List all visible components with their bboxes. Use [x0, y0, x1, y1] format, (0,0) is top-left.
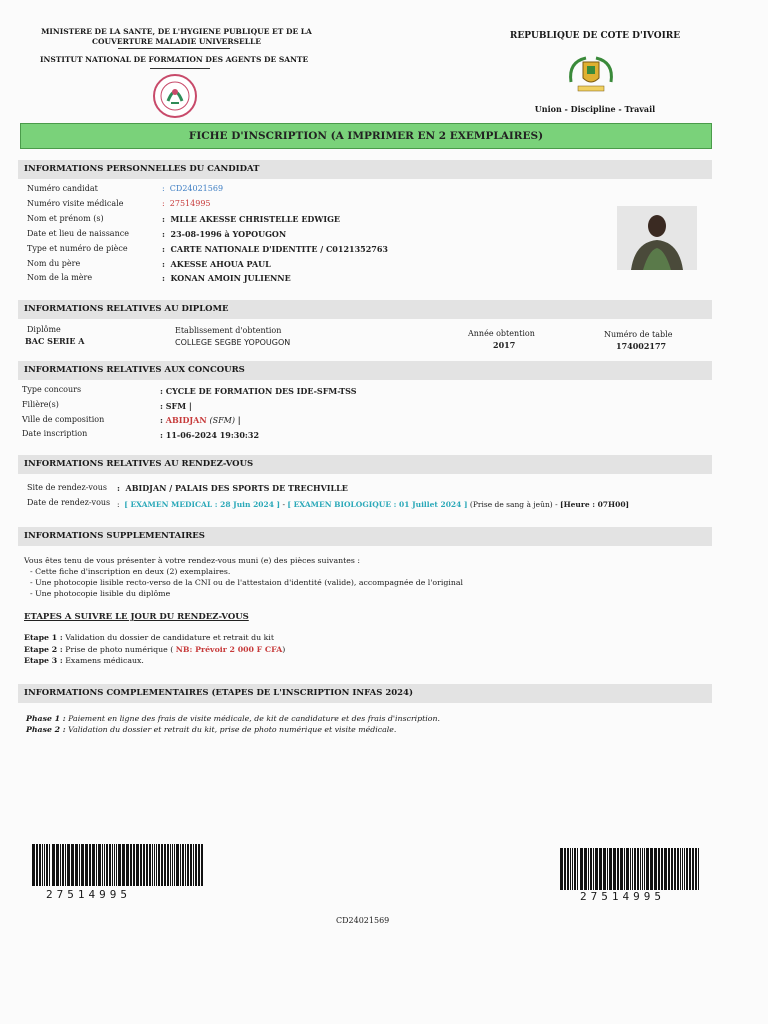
barcode-bar [642, 848, 643, 890]
barcode-bar [640, 848, 641, 890]
school-label: Etablissement d'obtention [175, 326, 282, 335]
barcode-bar [637, 848, 639, 890]
barcode-bar [674, 848, 676, 890]
phase-1: Phase 1 : Paiement en ligne des frais de visite médicale, de kit de candidature et des frais d'inscription. [26, 714, 440, 723]
registration-date-label: Date inscription [22, 429, 88, 438]
barcode-bar [607, 848, 608, 890]
contest-type-value: : CYCLE DE FORMATION DES IDE-SFM-TSS [160, 386, 357, 396]
mother-name-label: Nom de la mère [27, 273, 93, 282]
barcode-bar [603, 848, 606, 890]
barcode-bar [609, 848, 612, 890]
barcode-bar [116, 844, 117, 886]
requirement-item: - Une photocopie lisible du diplôme [30, 589, 171, 598]
barcode-bar [620, 848, 623, 890]
barcode-bar [684, 848, 685, 890]
appointment-info-header: INFORMATIONS RELATIVES AU RENDEZ-VOUS [18, 455, 712, 474]
barcode-bar [42, 844, 43, 886]
candidate-code-footer: CD24021569 [336, 916, 390, 925]
barcode-bar [44, 844, 45, 886]
barcode-bar [176, 844, 179, 886]
barcode-bar [572, 848, 573, 890]
barcode-bar [136, 844, 139, 886]
republic-title: REPUBLIQUE DE COTE D'IVOIRE [509, 31, 681, 41]
barcode-bar [695, 848, 697, 890]
id-piece-value: : CARTE NATIONALE D'IDENTITE / C0121352763 [162, 244, 388, 254]
barcode-bar [668, 848, 670, 890]
barcode-bar [140, 844, 142, 886]
coat-of-arms-emblem [566, 52, 616, 94]
barcode-bar [617, 848, 619, 890]
barcode-bar [158, 844, 160, 886]
branch-label: Filière(s) [22, 400, 59, 409]
supplementary-info-header: INFORMATIONS SUPPLEMENTAIRES [18, 527, 712, 546]
registration-date-value: : 11-06-2024 19:30:32 [160, 430, 260, 440]
barcode-bar [161, 844, 163, 886]
barcode-bar [126, 844, 129, 886]
barcode-bar [164, 844, 166, 886]
barcode-bar [632, 848, 633, 890]
barcode-bar [170, 844, 171, 886]
barcode-bar [201, 844, 203, 886]
barcode-bar [686, 848, 688, 890]
barcode-bar [599, 848, 602, 890]
appointment-date-label: Date de rendez-vous [27, 498, 111, 507]
barcode-bar [671, 848, 673, 890]
barcode-bar [661, 848, 663, 890]
barcode-bar [104, 844, 105, 886]
barcode-right-number: 27514995 [580, 890, 665, 903]
barcode-bar [96, 844, 97, 886]
step-1: Etape 1 : Validation du dossier de candidature et retrait du kit [24, 633, 274, 642]
ministry-title: MINISTERE DE LA SANTE, DE L'HYGIENE PUBLIQUE ET DE LA COUVERTURE MALADIE UNIVERSELLE [41, 27, 312, 46]
year-label: Année obtention [468, 329, 535, 338]
barcode-left [32, 844, 204, 886]
barcode-bar [664, 848, 667, 890]
barcode-bar [689, 848, 691, 890]
diploma-label: Diplôme [27, 325, 61, 334]
barcode-bar [624, 848, 625, 890]
barcode-bar [613, 848, 616, 890]
barcode-bar [174, 844, 175, 886]
barcode-bar [650, 848, 653, 890]
barcode-bar [89, 844, 91, 886]
birth-label: Date et lieu de naissance [27, 229, 129, 238]
appointment-site-label: Site de rendez-vous [27, 483, 108, 492]
barcode-bar [98, 844, 101, 886]
barcode-bar [682, 848, 683, 890]
barcode-bar [36, 844, 38, 886]
barcode-bar [118, 844, 121, 886]
barcode-bar [593, 848, 594, 890]
barcode-bar [570, 848, 571, 890]
barcode-bar [49, 844, 50, 886]
barcode-bar [193, 844, 194, 886]
barcode-bar [564, 848, 566, 890]
appointment-site-value: : ABIDJAN / PALAIS DES SPORTS DE TRECHVILLE [117, 483, 348, 493]
barcode-bar [92, 844, 95, 886]
table-number-label: Numéro de table [604, 330, 673, 339]
barcode-bar [560, 848, 563, 890]
id-piece-label: Type et numéro de pièce [27, 244, 128, 253]
barcode-bar [187, 844, 189, 886]
candidate-number-label: Numéro candidat [27, 184, 98, 193]
barcode-bar [112, 844, 113, 886]
institute-divider [150, 68, 210, 69]
barcode-bar [60, 844, 61, 886]
barcode-bar [634, 848, 636, 890]
year-value: 2017 [493, 340, 516, 350]
complementary-info-header: INFORMATIONS COMPLEMENTAIRES (ETAPES DE L'INSCRIPTION INFAS 2024) [18, 684, 712, 703]
barcode-bar [198, 844, 200, 886]
barcode-bar [39, 844, 41, 886]
barcode-bar [185, 844, 186, 886]
barcode-bar [67, 844, 70, 886]
barcode-bar [56, 844, 59, 886]
contest-type-label: Type concours [22, 385, 82, 394]
city-value: : ABIDJAN (SFM) | [160, 415, 241, 425]
barcode-bar [146, 844, 148, 886]
barcode-bar [81, 844, 84, 886]
requirement-item: - Une photocopie lisible recto-verso de la CNI ou de l'attestaion d'identité (valide), accompagnée de l'original [30, 578, 463, 587]
barcode-bar [75, 844, 78, 886]
school-value: COLLEGE SEGBE YOPOUGON [175, 338, 291, 347]
barcode-bar [172, 844, 173, 886]
full-name-label: Nom et prénom (s) [27, 214, 104, 223]
barcode-bar [152, 844, 153, 886]
barcode-bar [167, 844, 169, 886]
step-3: Etape 3 : Examens médicaux. [24, 656, 144, 665]
barcode-bar [130, 844, 132, 886]
barcode-bar [180, 844, 181, 886]
barcode-bar [644, 848, 645, 890]
barcode-bar [122, 844, 125, 886]
birth-value: : 23-08-1996 à YOPOUGON [162, 229, 287, 239]
republic-motto: Union - Discipline - Travail [534, 104, 656, 114]
requirement-item: - Cette fiche d'inscription en deux (2) exemplaires. [30, 567, 231, 576]
phase-2: Phase 2 : Validation du dossier et retrait du kit, prise de photo numérique et visite médicale. [26, 725, 397, 734]
barcode-bar [692, 848, 694, 890]
barcode-bar [46, 844, 48, 886]
barcode-bar [154, 844, 155, 886]
barcode-bar [65, 844, 66, 886]
barcode-bar [71, 844, 74, 886]
barcode-bar [658, 848, 660, 890]
appointment-date-value: : [ EXAMEN MEDICAL : 28 Juin 2024 ] - [ EXAMEN BIOLOGIQUE : 01 Juillet 2024 ] (Prise de sang à jeûn) - [Heure : 07H00] [117, 500, 630, 509]
barcode-bar [52, 844, 55, 886]
barcode-bar [85, 844, 88, 886]
barcode-bar [677, 848, 679, 890]
barcode-bar [588, 848, 589, 890]
city-label: Ville de composition [22, 415, 105, 424]
barcode-bar [567, 848, 569, 890]
medical-visit-label: Numéro visite médicale [27, 199, 124, 208]
barcode-bar [133, 844, 135, 886]
diploma-info-header: INFORMATIONS RELATIVES AU DIPLOME [18, 300, 712, 319]
barcode-bar [577, 848, 578, 890]
contest-info-header: INFORMATIONS RELATIVES AUX CONCOURS [18, 361, 712, 380]
diploma-value: BAC SERIE A [25, 336, 85, 346]
barcode-bar [580, 848, 583, 890]
supplementary-intro: Vous êtes tenu de vous présenter à votre rendez-vous muni (e) des pièces suivantes : [24, 556, 360, 565]
form-banner: FICHE D'INSCRIPTION (A IMPRIMER EN 2 EXEMPLAIRES) [20, 123, 712, 149]
steps-title: ETAPES A SUIVRE LE JOUR DU RENDEZ-VOUS [24, 612, 249, 622]
barcode-bar [106, 844, 108, 886]
infas-logo [152, 73, 198, 119]
barcode-bar [584, 848, 587, 890]
barcode-bar [698, 848, 699, 890]
barcode-bar [156, 844, 157, 886]
ministry-divider [118, 48, 230, 49]
barcode-bar [143, 844, 145, 886]
table-number-value: 174002177 [616, 341, 667, 351]
barcode-bar [102, 844, 103, 886]
candidate-number-value: : CD24021569 [162, 184, 224, 193]
barcode-bar [149, 844, 151, 886]
barcode-bar [680, 848, 681, 890]
barcode-bar [79, 844, 80, 886]
barcode-bar [190, 844, 192, 886]
institute-title: INSTITUT NATIONAL DE FORMATION DES AGENTS DE SANTE [40, 55, 309, 64]
father-name-label: Nom du père [27, 259, 81, 268]
candidate-photo [617, 206, 697, 270]
barcode-bar [630, 848, 631, 890]
barcode-bar [32, 844, 35, 886]
barcode-bar [195, 844, 197, 886]
mother-name-value: : KONAN AMOIN JULIENNE [162, 273, 291, 283]
medical-visit-value: : 27514995 [162, 199, 211, 208]
barcode-bar [595, 848, 598, 890]
barcode-bar [574, 848, 576, 890]
barcode-bar [590, 848, 592, 890]
barcode-bar [182, 844, 184, 886]
personal-info-header: INFORMATIONS PERSONNELLES DU CANDIDAT [18, 160, 712, 179]
step-2: Etape 2 : Prise de photo numérique ( NB: Prévoir 2 000 F CFA) [24, 645, 286, 654]
branch-value: : SFM | [160, 401, 192, 411]
barcode-bar [109, 844, 111, 886]
barcode-bar [654, 848, 657, 890]
barcode-bar [646, 848, 649, 890]
full-name-value: : MLLE AKESSE CHRISTELLE EDWIGE [162, 214, 341, 224]
barcode-right [560, 848, 700, 890]
father-name-value: : AKESSE AHOUA PAUL [162, 259, 271, 269]
barcode-bar [62, 844, 64, 886]
barcode-left-number: 27514995 [46, 888, 131, 901]
barcode-bar [626, 848, 629, 890]
barcode-bar [114, 844, 115, 886]
